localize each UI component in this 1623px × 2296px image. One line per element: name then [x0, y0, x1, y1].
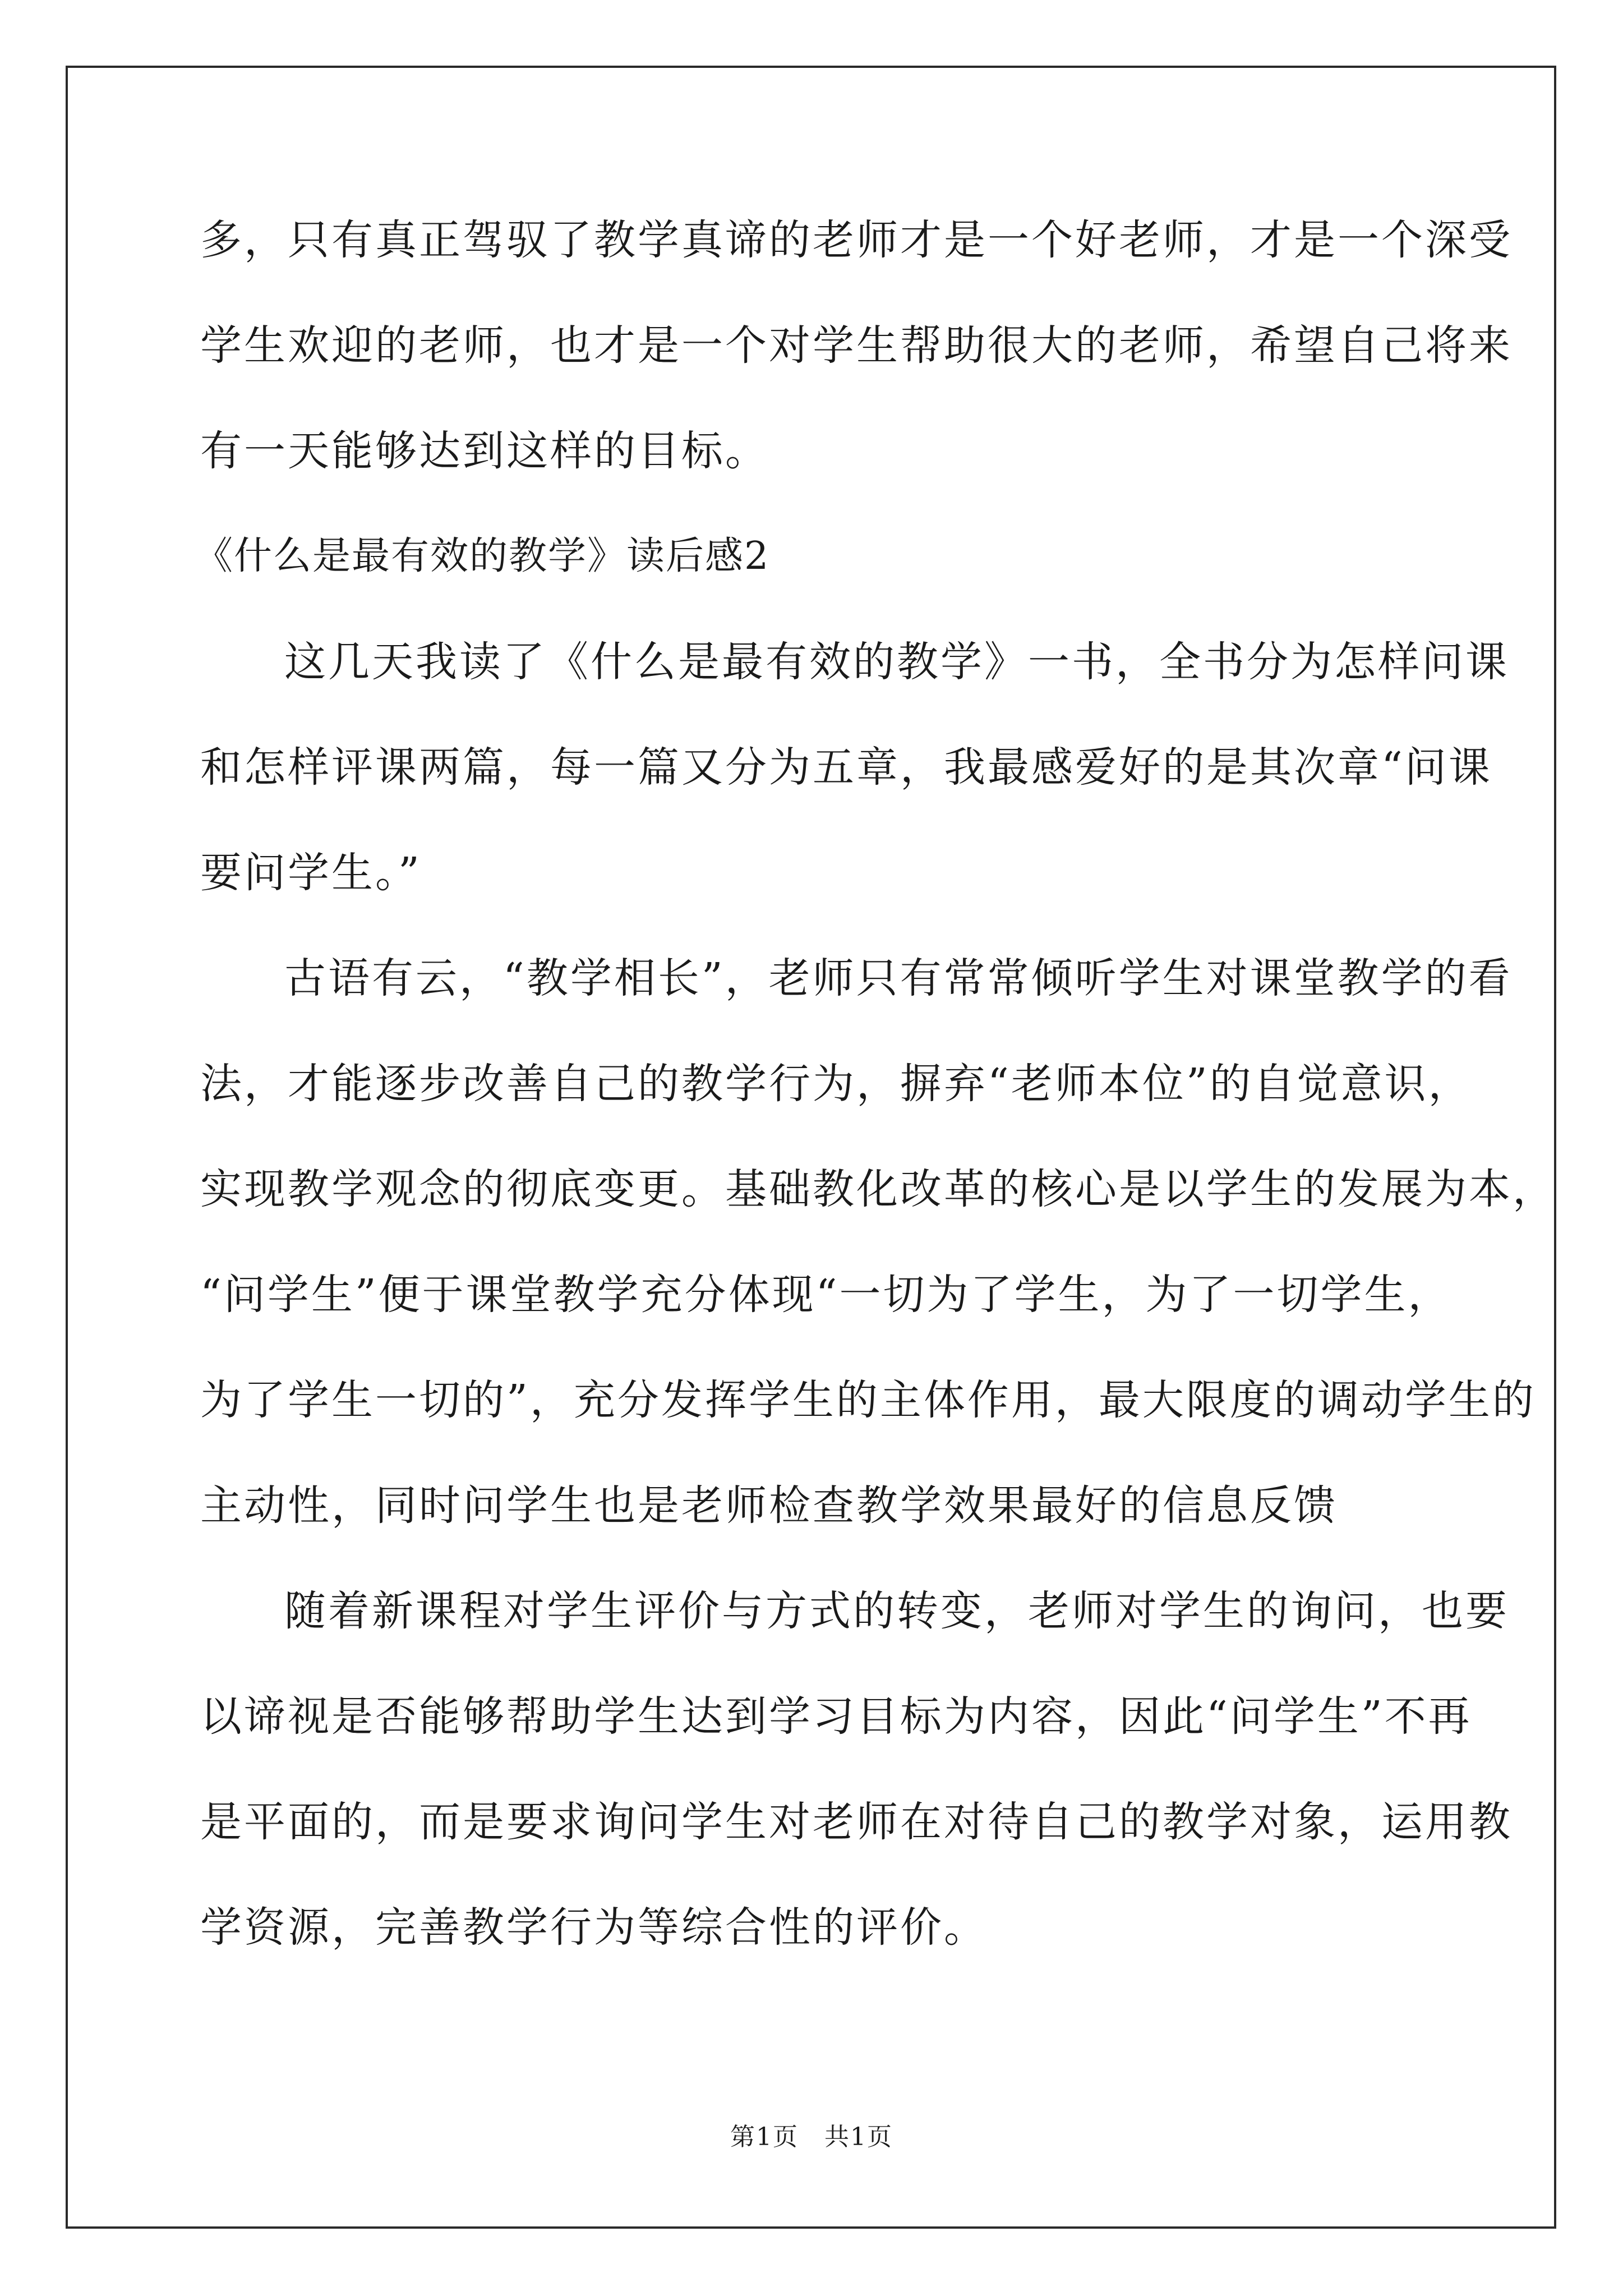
- text-line: 学生欢迎的老师，也才是一个对学生帮助很大的老师，希望自己将来: [200, 321, 1513, 370]
- text-line: 实现教学观念的彻底变更。基础教化改革的核心是以学生的发展为本，: [200, 1165, 1556, 1213]
- text-line: 古语有云，“教学相长”，老师只有常常倾听学生对课堂教学的看: [284, 954, 1513, 1002]
- document-body: [195, 213, 1556, 2006]
- text-line: 是平面的，而是要求询问学生对老师在对待自己的教学对象，运用教: [200, 1798, 1513, 1846]
- text-line: 主动性，同时问学生也是老师检查教学效果最好的信息反馈: [200, 1481, 1338, 1530]
- text-line: 以谛视是否能够帮助学生达到学习目标为内容，因此“问学生”不再: [200, 1692, 1472, 1741]
- text-line: 法，才能逐步改善自己的教学行为，摒弃“老师本位”的自觉意识，: [200, 1060, 1472, 1108]
- text-line: 这几天我读了《什么是最有效的教学》一书，全书分为怎样问课: [284, 638, 1509, 686]
- section-heading: 《什么是最有效的教学》读后感2: [195, 534, 770, 578]
- text-line: 随着新课程对学生评价与方式的转变，老师对学生的询问，也要: [284, 1587, 1509, 1635]
- text-line: “问学生”便于课堂教学充分体现“一切为了学生，为了一切学生，: [200, 1271, 1452, 1319]
- text-line: 有一天能够达到这样的目标。: [200, 427, 769, 475]
- text-line: 和怎样评课两篇，每一篇又分为五章，我最感爱好的是其次章“问课: [200, 743, 1492, 792]
- text-line: 多，只有真正驾驭了教学真谛的老师才是一个好老师，才是一个深受: [200, 216, 1513, 264]
- page-footer: 第1页 共1页: [730, 2123, 893, 2151]
- text-line: 要问学生。”: [200, 849, 422, 897]
- text-line: 学资源，完善教学行为等综合性的评价。: [200, 1903, 988, 1952]
- text-line: 为了学生一切的”，充分发挥学生的主体作用，最大限度的调动学生的: [200, 1376, 1536, 1424]
